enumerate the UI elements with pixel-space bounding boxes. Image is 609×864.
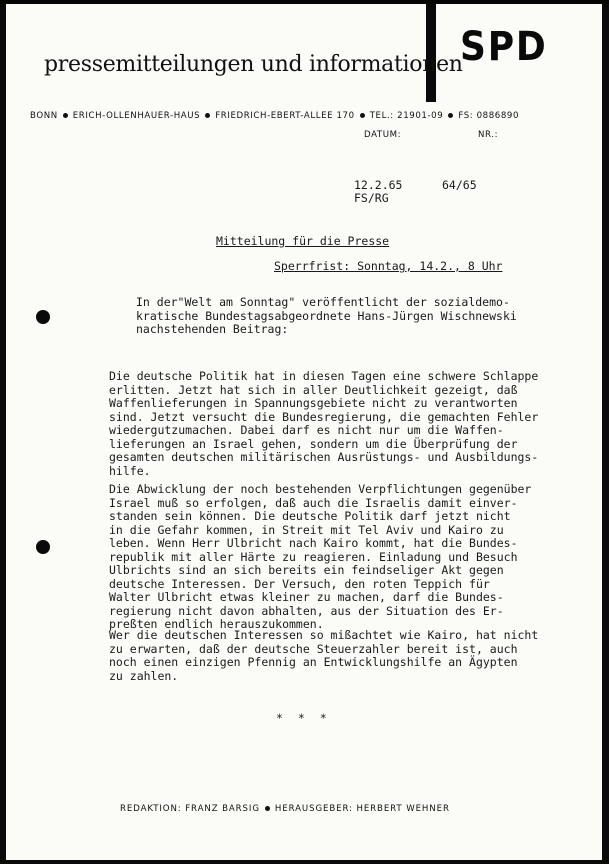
text-line: kratische Bundestagsabgeordnete Hans-Jürgen Wischnewski: [136, 308, 517, 323]
text-line: gesamten deutschen militärischen Ausrüstungs- und Ausbildungs-: [109, 450, 539, 464]
bullet-icon: [265, 806, 270, 811]
document-date: 12.2.65: [354, 178, 403, 192]
bullet-icon: [205, 113, 210, 118]
text-line: Die Abwicklung der noch bestehenden Verpflichtungen gegenüber: [109, 482, 532, 496]
body-paragraph-2: [109, 483, 579, 632]
text-line: hilfe.: [109, 463, 151, 478]
bullet-icon: [360, 113, 365, 118]
text-line: preßten endlich herauszukommen.: [109, 617, 324, 631]
body-paragraph-3: [109, 629, 579, 683]
bullet-icon: [448, 113, 453, 118]
text-line: sind. Jetzt versucht die Bundesregierung, die gemachten Fehler: [109, 409, 539, 424]
text-line: regierung nicht davon abhalten, aus der Situation des Er-: [109, 603, 504, 618]
text-line: Wer die deutschen Interessen so mißachtet wie Kairo, hat nicht: [109, 628, 539, 642]
text-line: zu erwarten, daß der deutsche Steuerzahler bereit ist, auch: [109, 641, 518, 656]
text-line: nachstehenden Beitrag:: [136, 322, 289, 336]
text-line: Ulbrichts sind an sich bereits ein feindseliger Akt gegen: [109, 563, 504, 577]
punch-hole: [36, 540, 50, 554]
document-page: [6, 4, 602, 860]
nr-label: NR.:: [478, 130, 499, 140]
text-line: in die Gefahr kommen, in Streit mit Tel Aviv und Kairo zu: [109, 522, 504, 537]
spd-logo: SPD: [460, 24, 548, 70]
text-line: In der"Welt am Sonntag" veröffentlicht der sozialdemo-: [136, 295, 510, 309]
text-line: Die deutsche Politik hat in diesen Tagen eine schwere Schlappe: [109, 369, 539, 383]
footer-credits: [120, 804, 450, 814]
address-city: BONN: [30, 111, 58, 121]
text-line: wiedergutzumachen. Dabei darf es nicht nur um die Waffen-: [109, 423, 504, 437]
text-line: zu zahlen.: [109, 668, 179, 683]
datum-label: DATUM:: [364, 130, 402, 140]
address-building: ERICH-OLLENHAUER-HAUS: [72, 111, 201, 121]
address-phone: TEL.: 21901-09: [369, 111, 444, 121]
section-separator: * * *: [276, 711, 331, 725]
footer-herausgeber: HERAUSGEBER: HERBERT WEHNER: [274, 804, 450, 814]
text-line: leben. Wenn Herr Ulbricht nach Kairo kommt, hat die Bundes-: [109, 536, 518, 550]
text-line: deutsche Interessen. Der Versuch, den roten Teppich für: [109, 576, 490, 591]
address-street: FRIEDRICH-EBERT-ALLEE 170: [215, 111, 355, 121]
body-paragraph-1: [109, 370, 579, 478]
text-line: republik mit aller Härte zu reagieren. Einladung und Besuch: [109, 549, 518, 564]
text-line: standen sein können. Die deutsche Politik darf jetzt nicht: [109, 509, 511, 523]
text-line: erlitten. Jetzt hat sich in aller Deutlichkeit gezeigt, daß: [109, 382, 518, 397]
punch-hole: [36, 310, 50, 324]
document-number: 64/65: [442, 178, 477, 192]
text-line: Waffenlieferungen in Spannungsgebiete nicht zu verantworten: [109, 396, 518, 410]
address-line: [30, 111, 590, 121]
footer-redaktion: REDAKTION: FRANZ BARSIG: [120, 804, 260, 814]
intro-paragraph: [136, 296, 566, 337]
bullet-icon: [63, 113, 68, 118]
text-line: noch einen einzigen Pfennig an Entwicklungshilfe an Ägypten: [109, 655, 518, 669]
press-release-title: Mitteilung für die Presse: [216, 234, 390, 248]
text-line: Israel muß so erfolgen, daß auch die Israelis damit einver-: [109, 495, 518, 510]
address-fs: FS: 0886890: [458, 111, 520, 121]
text-line: Walter Ulbricht etwas kleiner zu machen, darf die Bundes-: [109, 590, 504, 604]
document-initials: FS/RG: [354, 191, 389, 205]
embargo-notice: Sperrfrist: Sonntag, 14.2., 8 Uhr: [274, 259, 503, 273]
text-line: lieferungen an Israel gehen, sondern um die Überprüfung der: [109, 436, 518, 451]
masthead-title: pressemitteilungen und informationen: [44, 52, 463, 77]
